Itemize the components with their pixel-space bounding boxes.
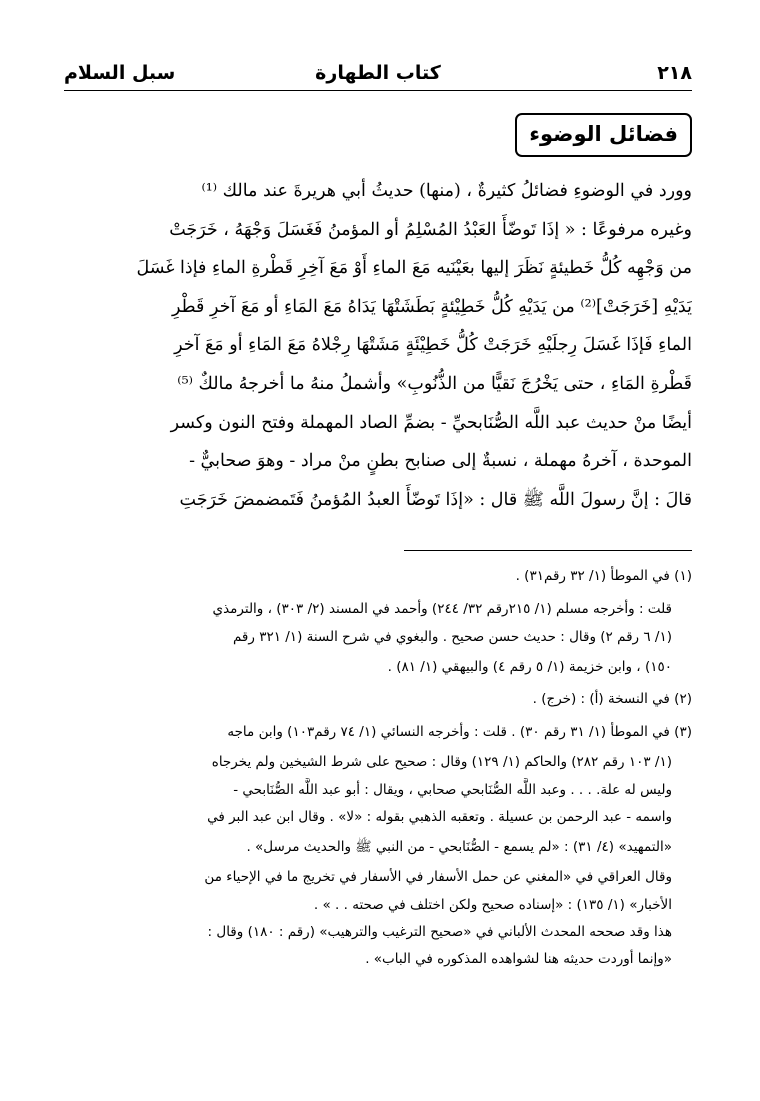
footnote-line: (٢) في النسخة (أ) : (خرج) . xyxy=(532,691,692,707)
footnote-line: وقال العراقي في «المغني عن حمل الأسفار في الأسفار في تخريج ما في الإحياء من xyxy=(204,869,672,885)
footnote-line: واسمه - عبد الرحمن بن عسيلة . وتعقبه الذهبي بقوله : «لا» . وقال ابن عبد البر في xyxy=(207,809,672,825)
footnote-line: (١/ ١٠٣ رقم ٢٨٢) والحاكم (١/ ١٢٩) وقال : صحيح على شرط الشيخين ولم يخرجاه xyxy=(211,754,672,770)
body-line: قَطْرةِ المَاءِ ، حتى يَخْرُجَ نَقيًّا من الذُّنُوبِ» وأشملُ منهُ ما أخرجهُ مالكٌ ⁽⁵⁾ xyxy=(177,373,692,394)
body-line: من وَجْهِه كُلُّ خَطيئةٍ نَظَرَ إليها بعَيْنَيه مَعَ الماءِ أَوْ مَعَ آخِرِ قَطْرةِ الماءِ فإذا غَسَلَ xyxy=(136,258,692,279)
footnote-line: الأخبار» (١/ ١٣٥) : «إسناده صحيح ولكن اختلف في صحته . . » . xyxy=(313,897,672,913)
body-line: قالَ : إنَّ رسولَ اللَّه ﷺ قال : «إذَا تَوضّأَ العبدُ المُؤمنُ فَتَمضمضَ خَرَجَتِ xyxy=(179,489,692,510)
body-line: يَدَيْهِ [خَرَجَتْ]⁽²⁾ من يَدَيْهِ كُلُّ خَطِيْئةٍ بَطَشَتْهَا يَدَاهُ مَعَ المَاءِ أو مَعَ آخرِ قَطْرِ xyxy=(172,296,692,317)
section-heading: فضائل الوضوء xyxy=(515,113,692,157)
header-rule xyxy=(64,90,692,91)
main-text xyxy=(66,172,692,519)
book-title: سبل السلام xyxy=(64,62,176,84)
body-line: الموحدة ، آخرهُ مهملة ، نسبةٌ إلى صنابح بطنٍ منْ مراد - وهوَ صحابيٌّ - xyxy=(189,451,692,472)
footnote-rule xyxy=(404,550,692,551)
footnote-line: (١/ ٦ رقم ٢) وقال : حديث حسن صحيح . والبغوي في شرح السنة (١/ ٣٢١ رقم xyxy=(232,629,672,645)
footnote-line: (٣) في الموطأ (١/ ٣١ رقم ٣٠) . قلت : وأخرجه النسائي (١/ ٧٤ رقم١٠٣) وابن ماجه xyxy=(227,724,692,740)
running-header xyxy=(64,58,692,90)
footnote-line: وليس له علة. . . . وعبد اللَّه الصُّنَابحي صحابي ، ويقال : أبو عبد اللَّه الصُّنَابحي - xyxy=(233,782,672,798)
footnote-line: هذا وقد صححه المحدث الألباني في «صحيح الترغيب والترهيب» (رقم : ١٨٠) وقال : xyxy=(207,924,672,940)
chapter-title: كتاب الطهارة xyxy=(315,62,441,84)
page-number: ٢١٨ xyxy=(657,62,692,84)
body-line: وغيره مرفوعًا : « إذَا تَوضّأَ العَبْدُ المُسْلِمُ أو المؤمنُ فَغَسَلَ وَجْهَهُ ، خَرَجَتْ xyxy=(169,219,692,240)
footnote-line: قلت : وأخرجه مسلم (١/ ٢١٥رقم ٣٢/ ٢٤٤) وأحمد في المسند (٢/ ٣٠٣) ، والترمذي xyxy=(212,601,672,617)
footnote-line: «وإنما أوردت حديثه هنا لشواهده المذكوره في الباب» . xyxy=(365,951,672,967)
body-line: الماءِ فَإذَا غَسَلَ رِجلَيْهِ خَرَجَتْ كُلُّ خَطِيْئَةٍ مَشَتْهَا رِجْلاهُ مَعَ المَاءِ أو مَعَ آخرِ xyxy=(174,335,692,356)
body-line: وورد في الوضوءِ فضائلُ كثيرةٌ ، (منها) حديثُ أبي هريرةَ عند مالك ⁽¹⁾ xyxy=(201,181,692,201)
body-line: أيضًا منْ حديث عبد اللَّه الصُّنَابحيِّ - بضمِّ الصاد المهملة وفتح النون وكسر xyxy=(170,412,692,433)
footnote-line: ١٥٠) ، وابن خزيمة (١/ ٥ رقم ٤) والبيهقي (١/ ٨١) . xyxy=(387,659,672,675)
footnote-line: «التمهيد» (٤/ ٣١) : «لم يسمع - الصُّنَابحي - من النبي ﷺ والحديث مرسل» . xyxy=(246,839,672,855)
footnote-line: (١) في الموطأ (١/ ٣٢ رقم٣١) . xyxy=(515,568,692,584)
